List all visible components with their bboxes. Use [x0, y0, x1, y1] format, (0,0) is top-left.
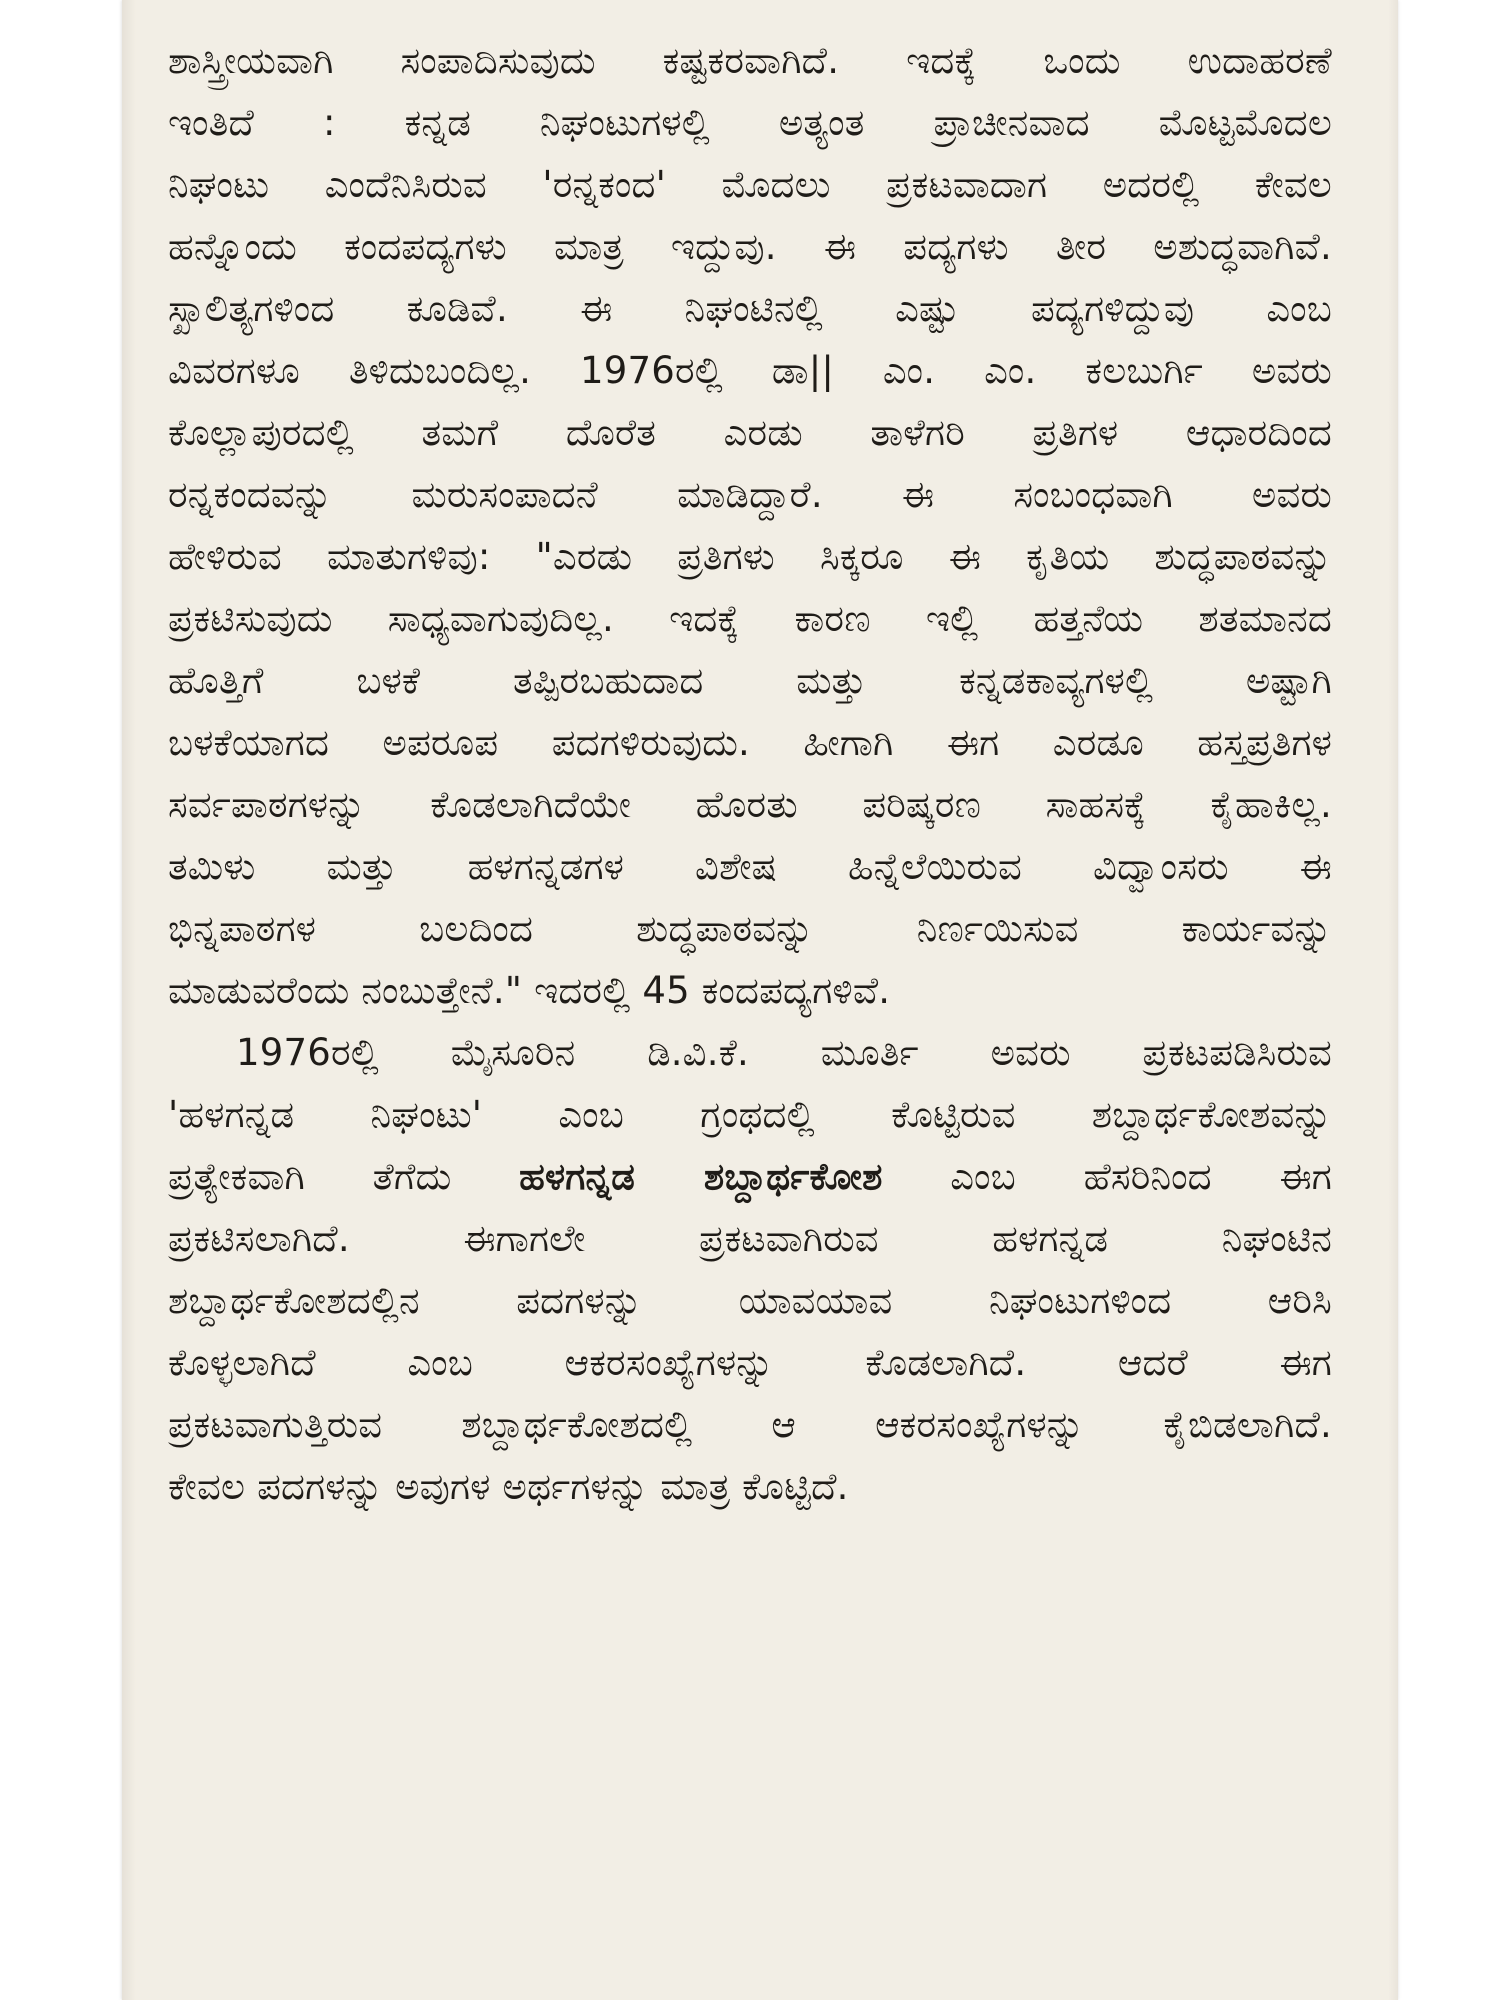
text-line: ಶಾಸ್ತ್ರೀಯವಾಗಿ ಸಂಪಾದಿಸುವುದು ಕಷ್ಟಕರವಾಗಿದೆ. ಇದಕ್ಕೆ ಒಂದು ಉದಾಹರಣೆ [168, 39, 1332, 82]
text-segment: ಪ್ರತ್ಯೇಕವಾಗಿ ತೆಗೆದು [168, 1155, 452, 1198]
text-line: ಕೊಲ್ಲಾಪುರದಲ್ಲಿ ತಮಗೆ ದೊರೆತ ಎರಡು ತಾಳೆಗರಿ ಪ್ರತಿಗಳ ಆಧಾರದಿಂದ [168, 411, 1332, 454]
text-line: ಶಬ್ದಾರ್ಥಕೋಶದಲ್ಲಿನ ಪದಗಳನ್ನು ಯಾವಯಾವ ನಿಘಂಟುಗಳಿಂದ ಆರಿಸಿ [168, 1279, 1332, 1322]
book-title-bold: ಹಳಗನ್ನಡ ಶಬ್ದಾರ್ಥಕೋಶ [519, 1155, 883, 1198]
text-line: 'ಹಳಗನ್ನಡ ನಿಘಂಟು' ಎಂಬ ಗ್ರಂಥದಲ್ಲಿ ಕೊಟ್ಟಿರುವ ಶಬ್ದಾರ್ಥಕೋಶವನ್ನು [168, 1093, 1332, 1136]
text-line: ಕೇವಲ ಪದಗಳನ್ನು ಅವುಗಳ ಅರ್ಥಗಳನ್ನು ಮಾತ್ರ ಕೊಟ್ಟಿದೆ. [168, 1465, 849, 1508]
text-line: 1976ರಲ್ಲಿ ಮೈಸೂರಿನ ಡಿ.ವಿ.ಕೆ. ಮೂರ್ತಿ ಅವರು ಪ್ರಕಟಪಡಿಸಿರುವ [236, 1031, 1332, 1074]
text-line: ಪ್ರಕಟಿಸಲಾಗಿದೆ. ಈಗಾಗಲೇ ಪ್ರಕಟವಾಗಿರುವ ಹಳಗನ್ನಡ ನಿಘಂಟಿನ [168, 1217, 1332, 1260]
text-line: ಪ್ರಕಟವಾಗುತ್ತಿರುವ ಶಬ್ದಾರ್ಥಕೋಶದಲ್ಲಿ ಆ ಆಕರಸಂಖ್ಯೆಗಳನ್ನು ಕೈಬಿಡಲಾಗಿದೆ. [168, 1403, 1332, 1446]
text-line: ಹನ್ನೊಂದು ಕಂದಪದ್ಯಗಳು ಮಾತ್ರ ಇದ್ದುವು. ಈ ಪದ್ಯಗಳು ತೀರ ಅಶುದ್ಧವಾಗಿವೆ. [168, 225, 1332, 268]
body-text [168, 30, 1332, 1518]
text-line: ಇಂತಿದೆ : ಕನ್ನಡ ನಿಘಂಟುಗಳಲ್ಲಿ ಅತ್ಯಂತ ಪ್ರಾಚೀನವಾದ ಮೊಟ್ಟಮೊದಲ [168, 101, 1332, 144]
paper-sheet [122, 0, 1398, 2000]
text-line: ತಮಿಳು ಮತ್ತು ಹಳಗನ್ನಡಗಳ ವಿಶೇಷ ಹಿನ್ನೆಲೆಯಿರುವ ವಿದ್ವಾಂಸರು ಈ [168, 845, 1332, 888]
text-line: ಬಳಕೆಯಾಗದ ಅಪರೂಪ ಪದಗಳಿರುವುದು. ಹೀಗಾಗಿ ಈಗ ಎರಡೂ ಹಸ್ತಪ್ರತಿಗಳ [168, 721, 1332, 764]
text-line: ಮಾಡುವರೆಂದು ನಂಬುತ್ತೇನೆ." ಇದರಲ್ಲಿ 45 ಕಂದಪದ್ಯಗಳಿವೆ. [168, 969, 891, 1012]
text-segment: ಎಂಬ ಹೆಸರಿನಿಂದ ಈಗ [950, 1155, 1332, 1198]
text-line: ಹೊತ್ತಿಗೆ ಬಳಕೆ ತಪ್ಪಿರಬಹುದಾದ ಮತ್ತು ಕನ್ನಡಕಾವ್ಯಗಳಲ್ಲಿ ಅಷ್ಟಾಗಿ [168, 659, 1332, 702]
paragraph-2 [168, 1022, 1332, 1518]
text-line: ಕೊಳ್ಳಲಾಗಿದೆ ಎಂಬ ಆಕರಸಂಖ್ಯೆಗಳನ್ನು ಕೊಡಲಾಗಿದೆ. ಆದರೆ ಈಗ [168, 1341, 1332, 1384]
text-line: ಸರ್ವಪಾಠಗಳನ್ನು ಕೊಡಲಾಗಿದೆಯೇ ಹೊರತು ಪರಿಷ್ಕರಣ ಸಾಹಸಕ್ಕೆ ಕೈಹಾಕಿಲ್ಲ. [168, 783, 1332, 826]
text-line: ಪ್ರಕಟಿಸುವುದು ಸಾಧ್ಯವಾಗುವುದಿಲ್ಲ. ಇದಕ್ಕೆ ಕಾರಣ ಇಲ್ಲಿ ಹತ್ತನೆಯ ಶತಮಾನದ [168, 597, 1332, 640]
text-line: ಸ್ಖಾಲಿತ್ಯಗಳಿಂದ ಕೂಡಿವೆ. ಈ ನಿಘಂಟಿನಲ್ಲಿ ಎಷ್ಟು ಪದ್ಯಗಳಿದ್ದುವು ಎಂಬ [168, 287, 1332, 330]
text-line: ಭಿನ್ನಪಾಠಗಳ ಬಲದಿಂದ ಶುದ್ಧಪಾಠವನ್ನು ನಿರ್ಣಯಿಸುವ ಕಾರ್ಯವನ್ನು [168, 907, 1332, 950]
text-line [168, 1146, 1332, 1208]
text-line: ವಿವರಗಳೂ ತಿಳಿದುಬಂದಿಲ್ಲ. 1976ರಲ್ಲಿ ಡಾ|| ಎಂ. ಎಂ. ಕಲಬುರ್ಗಿ ಅವರು [168, 349, 1332, 392]
paragraph-1 [168, 30, 1332, 1022]
text-line: ನಿಘಂಟು ಎಂದೆನಿಸಿರುವ 'ರನ್ನಕಂದ' ಮೊದಲು ಪ್ರಕಟವಾದಾಗ ಅದರಲ್ಲಿ ಕೇವಲ [168, 163, 1332, 206]
text-line: ರನ್ನಕಂದವನ್ನು ಮರುಸಂಪಾದನೆ ಮಾಡಿದ್ದಾರೆ. ಈ ಸಂಬಂಧವಾಗಿ ಅವರು [168, 473, 1332, 516]
text-line: ಹೇಳಿರುವ ಮಾತುಗಳಿವು: "ಎರಡು ಪ್ರತಿಗಳು ಸಿಕ್ಕರೂ ಈ ಕೃತಿಯ ಶುದ್ಧಪಾಠವನ್ನು [168, 535, 1332, 578]
